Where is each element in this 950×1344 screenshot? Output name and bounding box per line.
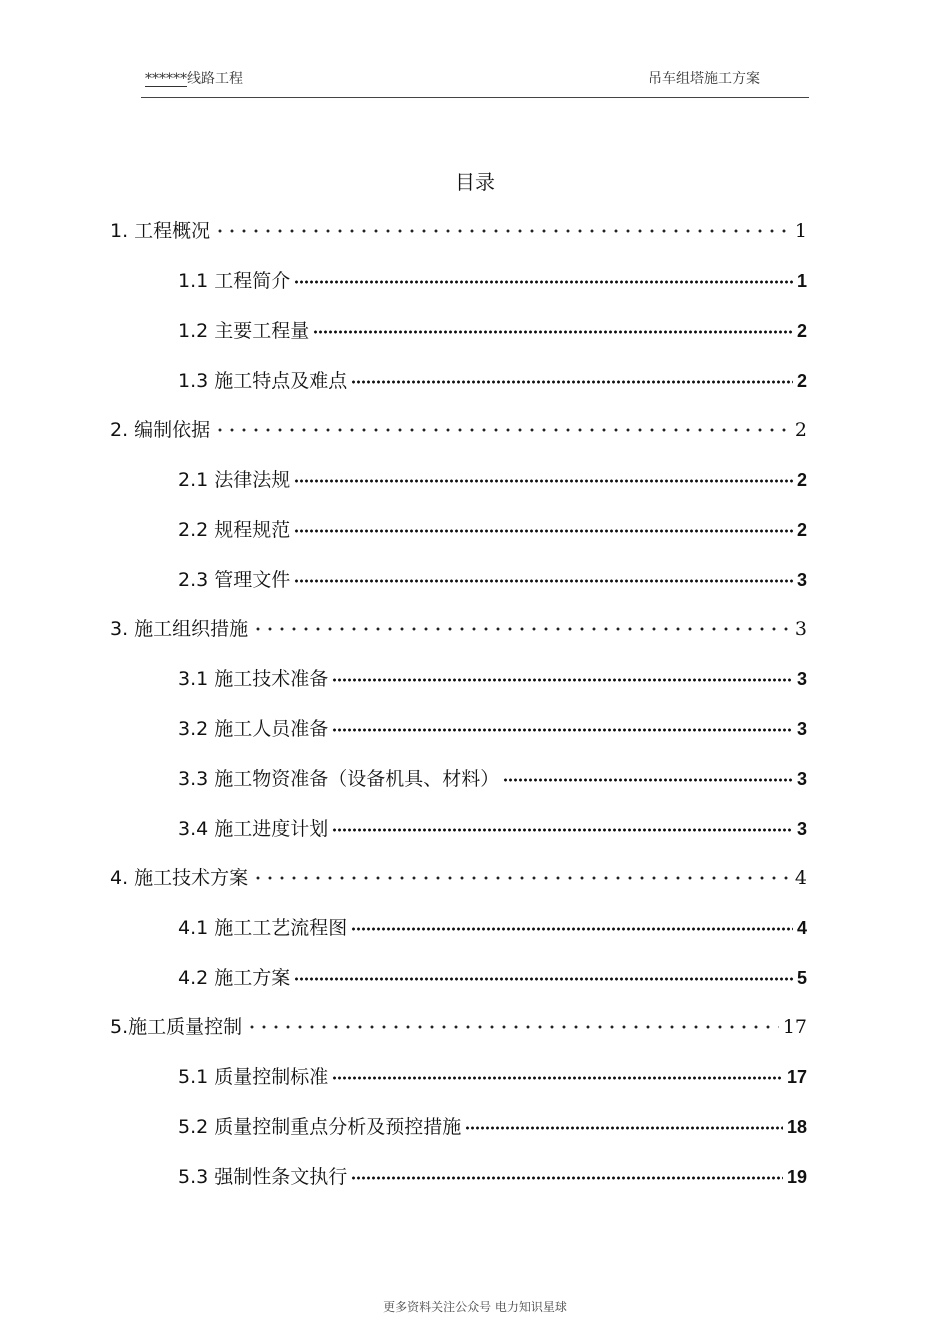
toc-entry-label: 1. 工程概况 [110,220,211,242]
dot-leader [332,669,793,685]
dot-leader [214,420,791,436]
dot-leader [332,819,793,835]
toc-entry-page-number: 3 [794,618,807,640]
toc-entry-label: 4.2 施工方案 [178,967,291,989]
toc-entry-label: 2.3 管理文件 [178,569,291,591]
toc-entry-label: 2.2 规程规范 [178,519,291,541]
toc-entry-section[interactable] [178,1162,807,1190]
header-divider [141,97,809,98]
dot-leader [313,321,793,337]
toc-entry-page-number: 3 [796,669,807,689]
toc-entry-chapter[interactable] [110,1012,807,1040]
toc-entry-label: 3. 施工组织措施 [110,618,249,640]
toc-entry-page-number: 2 [796,520,807,540]
toc-entry-chapter[interactable] [110,863,807,891]
toc-entry-label: 3.4 施工进度计划 [178,818,329,840]
toc-entry-section[interactable] [178,814,807,842]
toc-entry-chapter[interactable] [110,614,807,642]
dot-leader [294,470,793,486]
dot-leader [332,719,793,735]
toc-entry-page-number: 4 [796,918,807,938]
running-header-document-title: 吊车组塔施工方案 [648,71,760,87]
dot-leader [294,271,793,287]
dot-leader [246,1017,779,1033]
toc-entry-chapter[interactable] [110,415,807,443]
toc-entry-section[interactable] [178,266,807,294]
page-footer: 更多资料关注公众号 电力知识星球 [383,1300,567,1314]
toc-entry-section[interactable] [178,316,807,344]
toc-entry-label: 2.1 法律法规 [178,469,291,491]
dot-leader [465,1117,783,1133]
toc-entry-page-number: 18 [786,1117,807,1137]
toc-entry-section[interactable] [178,565,807,593]
toc-entry-section[interactable] [178,465,807,493]
toc-entry-page-number: 4 [794,867,807,889]
toc-title: 目录 [455,170,495,194]
dot-leader [252,868,791,884]
toc-entry-page-number: 3 [796,819,807,839]
toc-entry-label: 4.1 施工工艺流程图 [178,917,348,939]
toc-entry-page-number: 17 [782,1016,807,1038]
dot-leader [294,570,793,586]
toc-entry-label: 4. 施工技术方案 [110,867,249,889]
dot-leader [214,221,791,237]
toc-entry-label: 5.1 质量控制标准 [178,1066,329,1088]
toc-entry-section[interactable] [178,515,807,543]
toc-entry-page-number: 3 [796,719,807,739]
toc-entry-page-number: 2 [794,419,807,441]
toc-entry-section[interactable] [178,764,807,792]
toc-entry-page-number: 1 [794,220,807,242]
toc-entry-page-number: 2 [796,371,807,391]
toc-entry-page-number: 3 [796,769,807,789]
toc-entry-page-number: 19 [786,1167,807,1187]
toc-entry-section[interactable] [178,1112,807,1140]
dot-leader [351,371,793,387]
running-header-project [145,68,243,88]
toc-entry-page-number: 5 [796,968,807,988]
dot-leader [351,1167,783,1183]
toc-entry-label: 2. 编制依据 [110,419,211,441]
dot-leader [252,619,791,635]
toc-entry-section[interactable] [178,913,807,941]
toc-entry-section[interactable] [178,963,807,991]
toc-entry-label: 1.2 主要工程量 [178,320,310,342]
toc-entry-label: 5.3 强制性条文执行 [178,1166,348,1188]
toc-entry-page-number: 2 [796,470,807,490]
toc-entry-page-number: 3 [796,570,807,590]
toc-entry-section[interactable] [178,366,807,394]
toc-entry-label: 5.2 质量控制重点分析及预控措施 [178,1116,462,1138]
toc-entry-label: 5.施工质量控制 [110,1016,243,1038]
toc-entry-label: 3.3 施工物资准备（设备机具、材料） [178,768,500,790]
toc-entry-label: 1.3 施工特点及难点 [178,370,348,392]
toc-entry-page-number: 2 [796,321,807,341]
toc-entry-section[interactable] [178,714,807,742]
toc-entry-chapter[interactable] [110,216,807,244]
toc-entry-label: 3.2 施工人员准备 [178,718,329,740]
toc-entry-page-number: 1 [796,271,807,291]
toc-entry-label: 3.1 施工技术准备 [178,668,329,690]
toc-entry-label: 1.1 工程简介 [178,270,291,292]
dot-leader [503,769,793,785]
toc-entry-section[interactable] [178,1062,807,1090]
dot-leader [294,520,793,536]
toc-entry-page-number: 17 [786,1067,807,1087]
header-project-suffix: 线路工程 [187,71,243,87]
dot-leader [294,968,793,984]
dot-leader [332,1067,783,1083]
toc-entry-section[interactable] [178,664,807,692]
dot-leader [351,918,793,934]
redacted-project-name: ****** [145,71,187,87]
